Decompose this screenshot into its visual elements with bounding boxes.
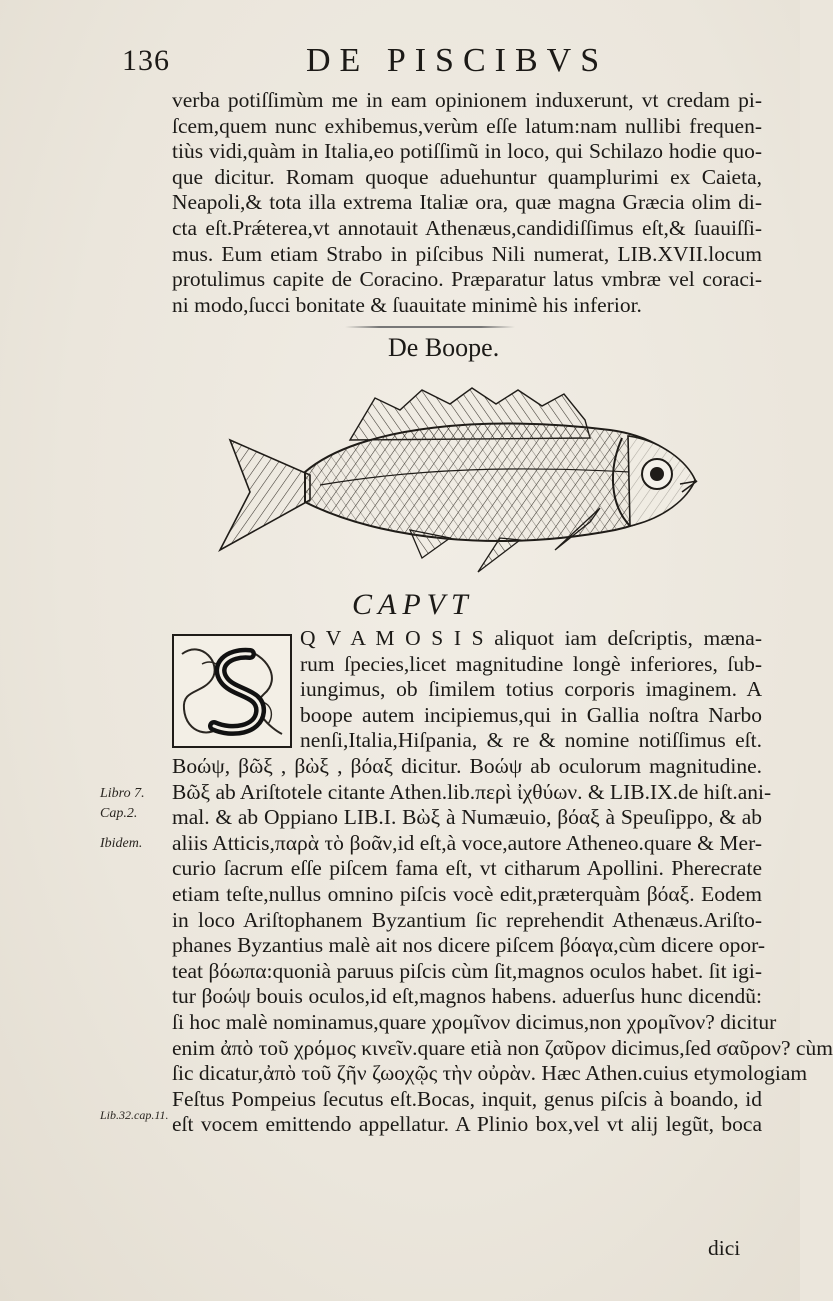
margin-note: Cap.2.: [100, 806, 138, 821]
text-line: Feſtus Pompeius ſecutus eſt.Bocas, inquit, genus piſcis à boando, id: [172, 1086, 762, 1111]
text-line: ſi hoc malè nominamus,quare χρομῖνον dicimus,non χρομῖνον? dicitur: [172, 1009, 777, 1034]
text-line: curio ſacrum eſſe piſcem fama eſt, vt citharum Apollini. Pherecrate: [172, 856, 762, 881]
text-line: tiùs vidi,quàm in Italia,eo potiſſimũ in loco, qui Schilazo hodie quo-: [172, 139, 762, 164]
fish-woodcut-illustration: [160, 380, 720, 600]
catchword: dici: [708, 1236, 741, 1260]
text-line: Βοώψ, βῶξ , βὼξ , βόαξ dicitur. Βοώψ ab oculorum magnitudine.: [172, 753, 762, 778]
text-line: Q V A M O S I S aliquot iam deſcriptis, mæna-: [300, 626, 762, 650]
margin-note: Ibidem.: [100, 836, 143, 851]
text-line: enim ἀπὸ τοῦ χρόμος κινεῖν.quare etià non ζαῦρον dicimus,ſed σαῦρον? cùm: [172, 1035, 833, 1060]
running-title: DE PISCIBVS: [306, 42, 609, 79]
text-line: mal. & ab Oppiano LIB.I. Βὼξ à Numæuio, βόαξ à Speuſippo, & ab: [172, 805, 762, 830]
text-line: que dicitur. Romam quoque aduehuntur quamplurimi ex Caieta,: [172, 164, 762, 189]
intro-paragraph: [172, 88, 762, 318]
text-line: iungimus, ob ſimilem totius corporis imaginem. A: [300, 677, 762, 702]
text-line: phanes Byzantius malè ait nos dicere piſcem βόαγα,cùm dicere opor-: [172, 933, 765, 958]
chapter-caption: CAPVT: [352, 588, 474, 621]
text-line: Neapoli,& tota illa extrema Italiæ ora, quæ magna Græcia olim di-: [172, 190, 762, 215]
section-rule: [345, 326, 515, 328]
boops-chapter-text: [172, 626, 833, 1138]
text-line: nenſi,Italia,Hiſpania, & re & nomine notiſſimus eſt.: [300, 728, 762, 753]
text-line: protulimus capite de Coracino. Præparatur latus vmbræ vel coraci-: [172, 267, 762, 292]
text-line: mus. Eum etiam Strabo in piſcibus Nili numerat, LIB.XVII.locum: [172, 241, 762, 266]
text-line: in loco Ariſtophanem Byzantium ſic reprehendit Athenæus.Ariſto-: [172, 907, 762, 932]
text-line: verba potiſſimùm me in eam opinionem induxerunt, vt credam pi-: [172, 88, 762, 112]
section-title: De Boope.: [388, 333, 500, 362]
text-line: cta eſt.Prǽterea,vt annotauit Athenæus,candidiſſimus eſt,& ſuauiſſi-: [172, 215, 762, 240]
text-line: ſic dicatur,ἀπὸ τοῦ ζῆν ζωοχῷς τὴν οὐρὰν. Hæc Athen.cuius etymologiam: [172, 1061, 808, 1086]
text-line: rum ſpecies,licet magnitudine longè inferiores, ſub-: [300, 651, 762, 676]
text-line: aliis Atticis,παρὰ τὸ βοᾶν,id eſt,à voce,autore Atheneo.quare & Mer-: [172, 830, 762, 855]
text-line: Βῶξ ab Ariſtotele citante Athen.lib.περὶ ἰχθύων. & LIB.IX.de hiſt.ani-: [172, 779, 772, 804]
text-line: tur βοώψ bouis oculos,id eſt,magnos habens. aduerſus hunc dicendũ:: [172, 984, 762, 1009]
text-line: boope autem incipiemus,qui in Gallia noſtra Narbo: [300, 702, 762, 727]
text-line: ſcem,quem nunc exhibemus,verùm eſſe latum:nam nullibi frequen-: [172, 113, 762, 138]
margin-note: Lib.32.cap.11.: [100, 1108, 169, 1122]
text-line: ni modo,ſucci bonitate & ſuauitate minimè his inferior.: [172, 292, 642, 317]
margin-note: Libro 7.: [100, 786, 145, 801]
text-line: etiam teſte,nullus omnino piſcis vocè edit,præterquàm βόαξ. Eodem: [172, 881, 762, 906]
page-number: 136: [122, 44, 170, 77]
text-line: eſt vocem emittendo appellatur. A Plinio box,vel vt alij legũt, boca: [172, 1112, 762, 1137]
text-line: teat βόωπα:quonià paruus piſcis cùm ſit,magnos oculos habet. ſit igi-: [172, 958, 762, 983]
